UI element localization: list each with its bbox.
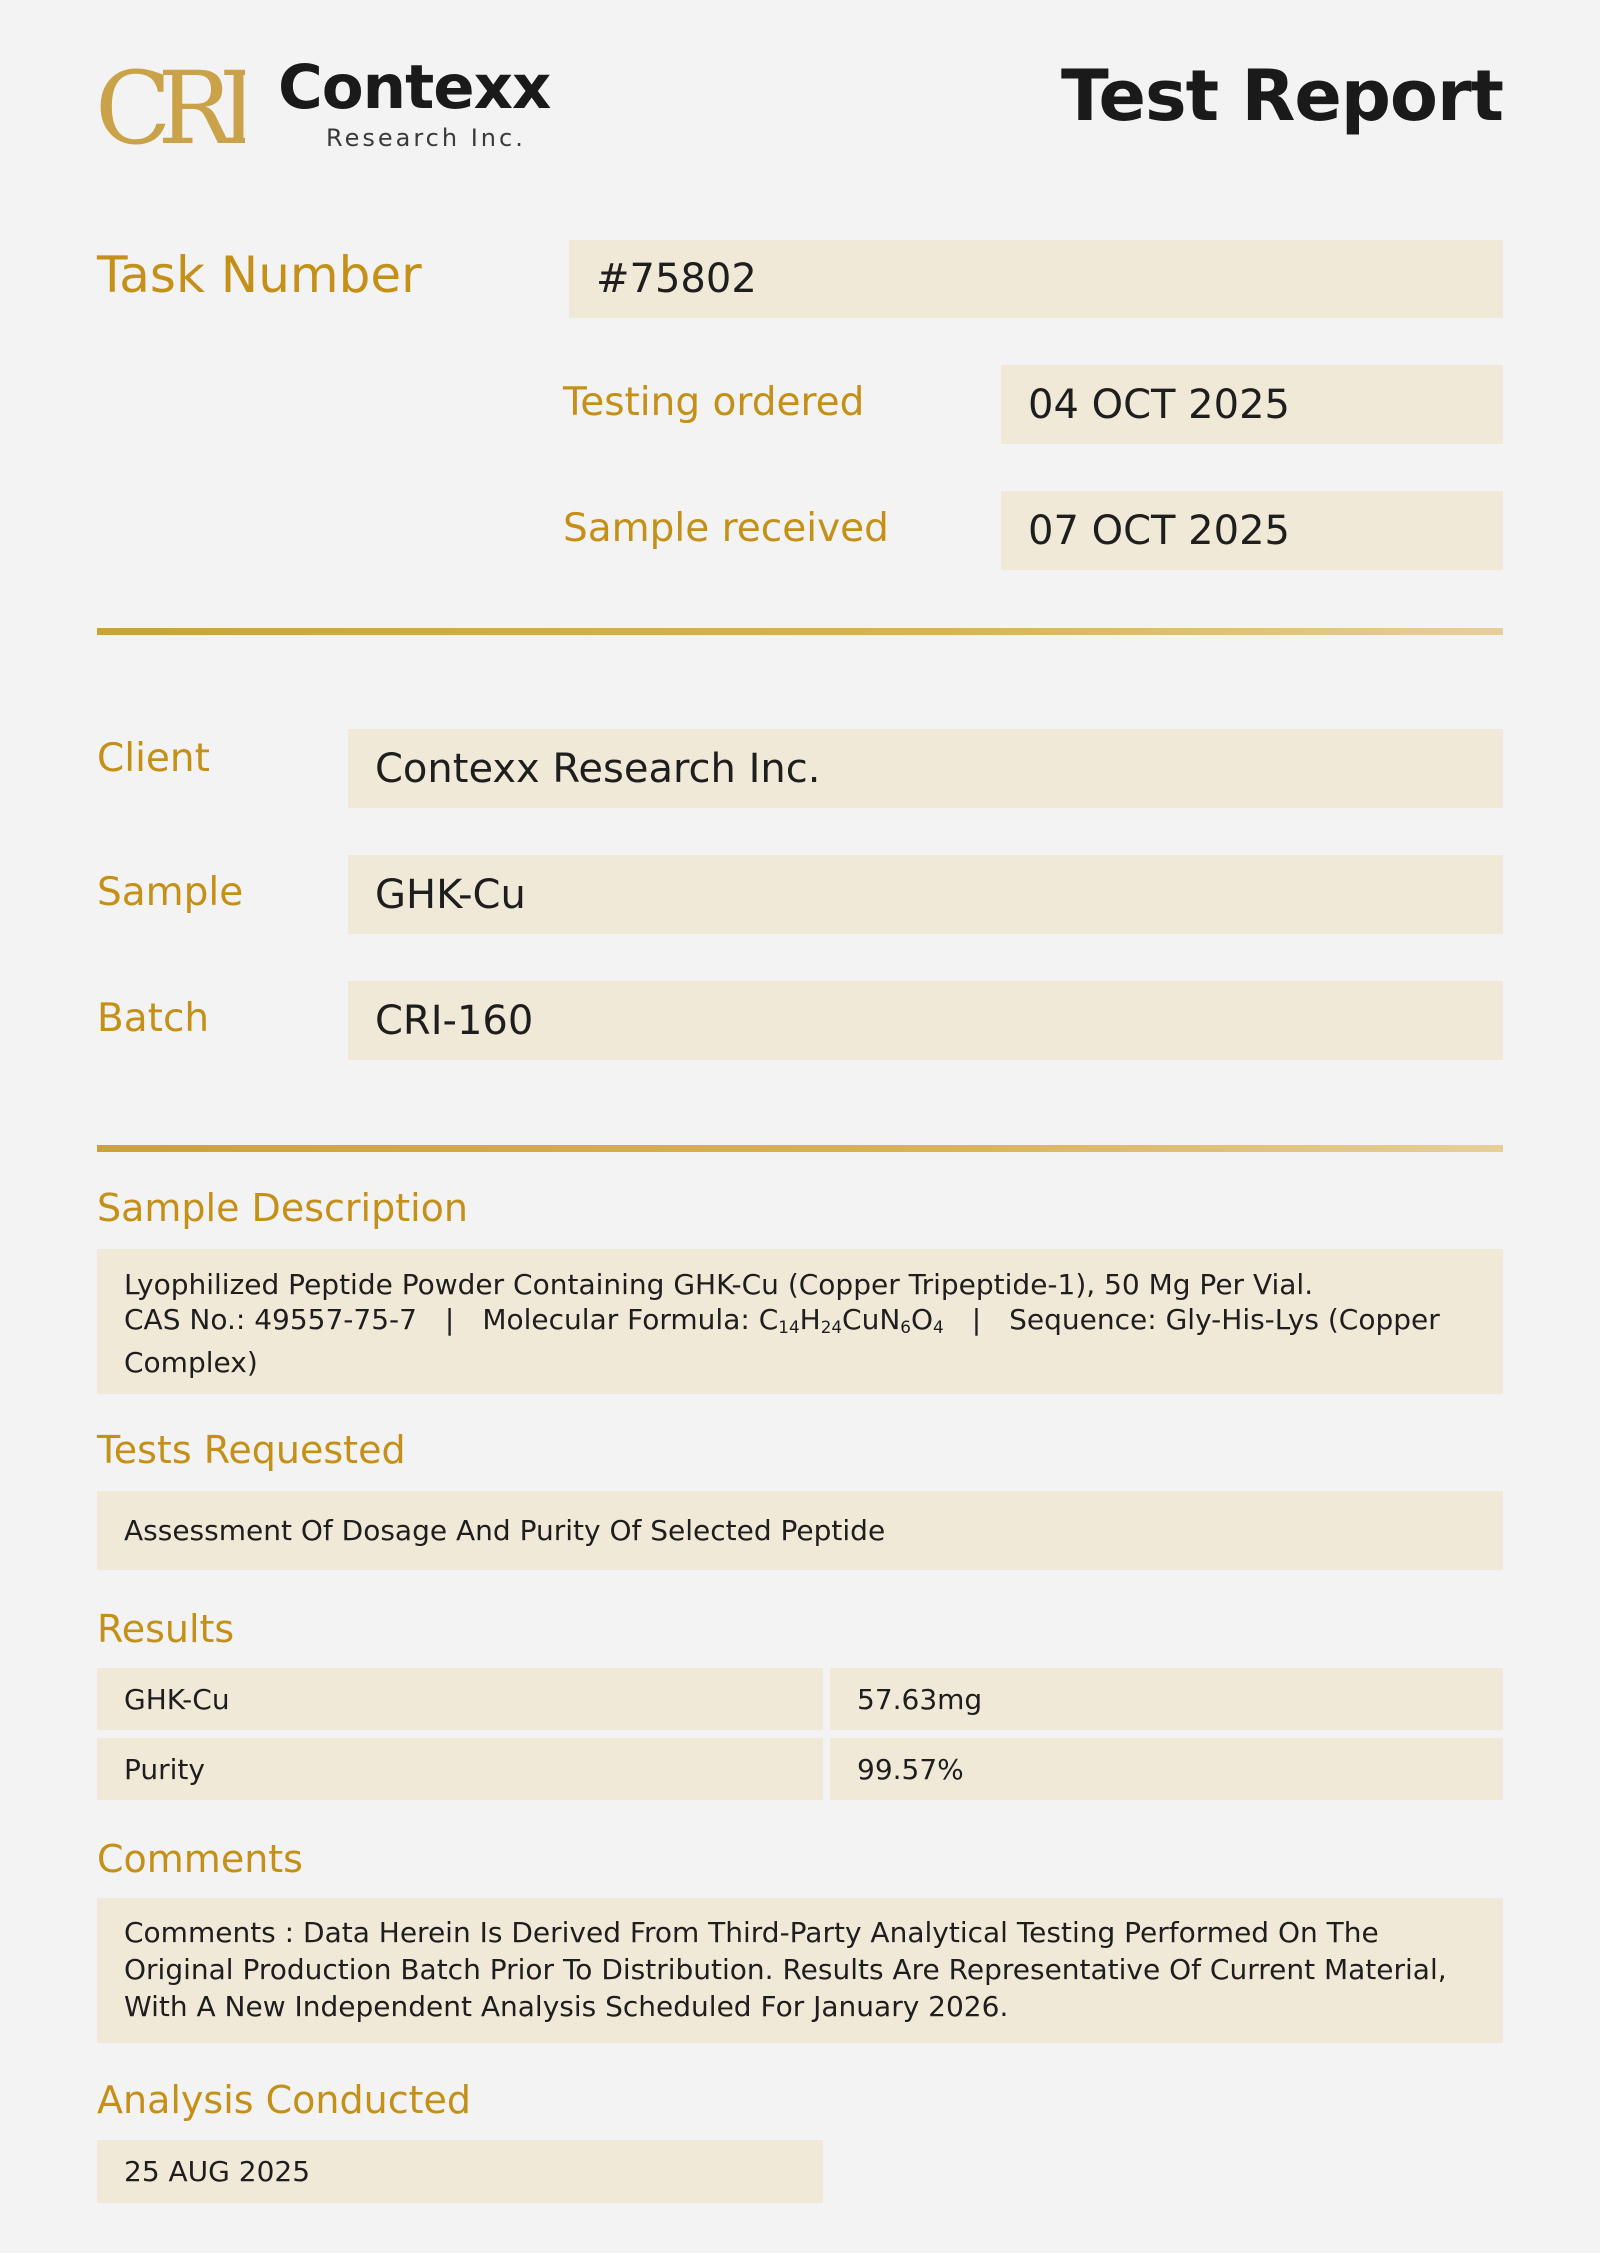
testing-ordered-value: 04 OCT 2025: [1028, 381, 1290, 428]
sample-description-field: [97, 1249, 1503, 1394]
results-row-value-cell: [830, 1668, 1503, 1730]
sample-value: GHK-Cu: [375, 871, 526, 918]
task-number-value: #75802: [596, 256, 757, 302]
cas-number: CAS No.: 49557-75-7: [124, 1303, 417, 1336]
sample-description-details: [124, 1302, 1476, 1380]
task-number-field: [569, 240, 1503, 318]
sample-description-line: Lyophilized Peptide Powder Containing GHK-Cu (Copper Tripeptide-1), 50 Mg Per Vial.: [124, 1268, 1314, 1301]
sample-received-field: [1001, 491, 1503, 570]
molecular-formula: $C_{14}H_{24}CuN_6O_4$: [758, 1303, 944, 1338]
tests-requested-heading: Tests Requested: [97, 1428, 406, 1472]
formula-label: Molecular Formula:: [482, 1303, 759, 1336]
tests-requested-value: Assessment Of Dosage And Purity Of Selected Peptide: [124, 1514, 886, 1547]
divider-top: [97, 628, 1503, 635]
results-heading: Results: [97, 1607, 235, 1651]
brand-name: Contexx: [278, 52, 551, 123]
comments-heading: Comments: [97, 1837, 303, 1881]
separator: |: [444, 1303, 455, 1336]
cri-logo-icon: [95, 55, 245, 155]
divider-bottom: [97, 1145, 1503, 1152]
sequence: Sequence: Gly-His-Lys (Copper Complex): [124, 1303, 1440, 1380]
result-name: Purity: [124, 1752, 205, 1786]
batch-label: Batch: [97, 996, 210, 1041]
client-field: [348, 729, 1503, 808]
result-value: 57.63mg: [857, 1682, 983, 1716]
sample-description-heading: Sample Description: [97, 1186, 468, 1230]
analysis-conducted-value: 25 AUG 2025: [124, 2155, 311, 2188]
separator: |: [971, 1303, 982, 1336]
result-name: GHK-Cu: [124, 1682, 230, 1716]
batch-value: CRI-160: [375, 997, 534, 1044]
batch-field: [348, 981, 1503, 1060]
sample-received-label: Sample received: [563, 506, 889, 551]
brand-subtitle: Research Inc.: [326, 124, 526, 152]
results-row-value-cell: [830, 1738, 1503, 1800]
results-row-name-cell: [97, 1668, 823, 1730]
comments-field: [97, 1898, 1503, 2043]
client-label: Client: [97, 736, 210, 781]
sample-received-value: 07 OCT 2025: [1028, 507, 1290, 554]
results-row-name-cell: [97, 1738, 823, 1800]
tests-requested-field: [97, 1491, 1503, 1570]
analysis-conducted-field: [97, 2140, 823, 2203]
document-title: Test Report: [1061, 55, 1503, 137]
testing-ordered-label: Testing ordered: [563, 380, 865, 425]
svg-text:CRI: CRI: [95, 55, 245, 155]
task-number-label: Task Number: [97, 246, 422, 304]
sample-field: [348, 855, 1503, 934]
sample-label: Sample: [97, 870, 244, 915]
client-value: Contexx Research Inc.: [375, 745, 821, 792]
comments-value: Comments : Data Herein Is Derived From Third-Party Analytical Testing Performed On The Original Production Batch Prior To Distribution. Results Are Representative Of Current Material, With A New Independent Analysis Scheduled For January 2026.: [124, 1916, 1447, 2023]
analysis-conducted-heading: Analysis Conducted: [97, 2078, 472, 2122]
testing-ordered-field: [1001, 365, 1503, 444]
result-value: 99.57%: [857, 1752, 964, 1786]
